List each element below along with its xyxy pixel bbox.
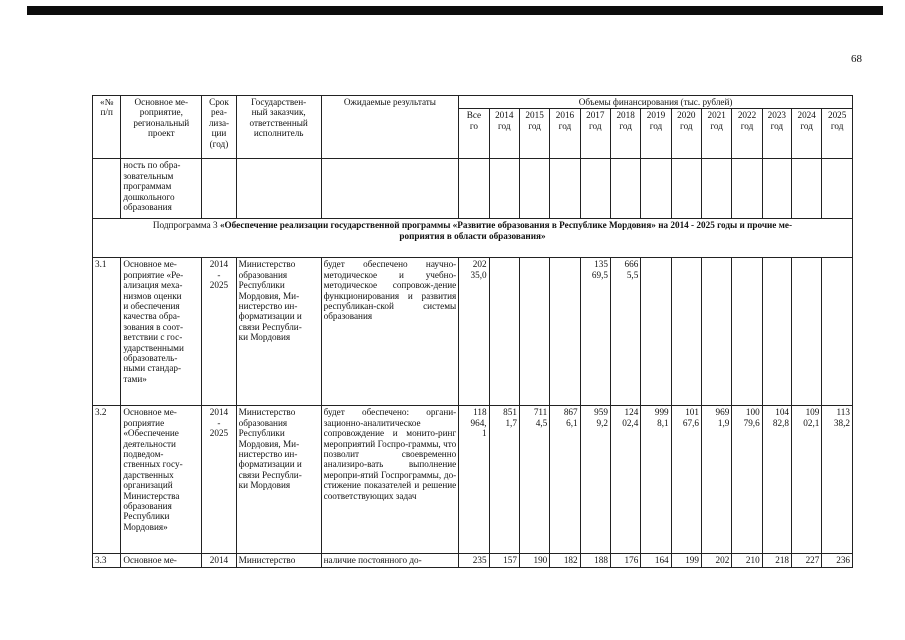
row-value: 867 6,1	[550, 406, 580, 554]
row-customer: Министерство образования Республики Мордовия, Ми- нистерство ин- форматизации и связи Республи- ки Мордовия	[236, 406, 321, 554]
row-value	[701, 258, 731, 406]
row-value: 227	[792, 554, 822, 567]
continuation-row	[93, 159, 853, 219]
financing-table	[92, 95, 853, 568]
row-value: 101 67,6	[671, 406, 701, 554]
row-value: 202	[701, 554, 731, 567]
row-results: будет обеспечено: органи-зационно-аналитическое сопровождение и монито-ринг мероприятий Госпро-граммы, что позволит своевременно анализиро-вать выполнение меропри-ятий Госпрограммы, до-стижение показателей и решение соответствующих задач	[321, 406, 459, 554]
header-year-2017: 2017 год	[580, 109, 610, 159]
row-num: 3.1	[93, 258, 121, 406]
row-customer: Министерство	[236, 554, 321, 567]
row-value: 176	[610, 554, 640, 567]
row-term: 2014 - 2025	[202, 406, 236, 554]
header-event: Основное ме- роприятие, региональный проект	[121, 96, 202, 159]
row-customer: Министерство образования Республики Мордовия, Ми- нистерство ин- форматизации и связи Республи- ки Мордовия	[236, 258, 321, 406]
row-value: 124 02,4	[610, 406, 640, 554]
row-term: 2014	[202, 554, 236, 567]
subprogram-prefix: Подпрограмма 3	[152, 220, 220, 231]
header-year-2021: 2021 год	[701, 109, 731, 159]
subprogram-row	[93, 219, 853, 258]
row-value: 999 8,1	[641, 406, 671, 554]
row-value: 100 79,6	[732, 406, 762, 554]
row-value: 199	[671, 554, 701, 567]
header-year-2023: 2023 год	[762, 109, 791, 159]
header-year-total: Все го	[459, 109, 489, 159]
row-value: 711 4,5	[519, 406, 549, 554]
row-results: будет обеспечено научно-методическое и учебно-методическое сопровож-дение функционирования и развития республикан-ской системы образования	[321, 258, 459, 406]
row-value: 202 35,0	[459, 258, 489, 406]
table-row	[93, 554, 853, 567]
subprogram-heading	[93, 219, 853, 258]
header-year-2022: 2022 год	[732, 109, 762, 159]
row-value: 118 964, 1	[459, 406, 489, 554]
row-value: 210	[732, 554, 762, 567]
row-value	[519, 258, 549, 406]
header-row-1	[93, 96, 853, 109]
row-value: 236	[822, 554, 853, 567]
row-value: 113 38,2	[822, 406, 853, 554]
header-term: Срок реа- лиза- ции (год)	[202, 96, 236, 159]
row-value: 190	[519, 554, 549, 567]
row-event: Основное ме- роприятие «Ре- ализация меха- низмов оценки и обеспечения качества обра- зования в соот- ветствии с гос- ударственными образователь- ными стандар- тами»	[121, 258, 202, 406]
header-year-2020: 2020 год	[671, 109, 701, 159]
row-value: 109 02,1	[792, 406, 822, 554]
scan-top-border	[27, 6, 883, 15]
row-value	[641, 258, 671, 406]
header-results: Ожидаемые результаты	[321, 96, 459, 159]
header-year-2018: 2018 год	[610, 109, 640, 159]
row-value	[822, 258, 853, 406]
page-number: 68	[851, 53, 862, 65]
row-num: 3.2	[93, 406, 121, 554]
row-value: 666 5,5	[610, 258, 640, 406]
row-num: 3.3	[93, 554, 121, 567]
row-value: 851 1,7	[489, 406, 519, 554]
row-value	[671, 258, 701, 406]
row-value: 135 69,5	[580, 258, 610, 406]
table-row	[93, 258, 853, 406]
row-value: 188	[580, 554, 610, 567]
row-value: 164	[641, 554, 671, 567]
row-value: 218	[762, 554, 791, 567]
row-results: наличие постоянного до-	[321, 554, 459, 567]
row-event: Основное ме- роприятие «Обеспечение деятельности подведом- ственных госу- дарственных организаций Министерства образования Республики Мордовия»	[121, 406, 202, 554]
row-event: Основное ме-	[121, 554, 202, 567]
row-value: 959 9,2	[580, 406, 610, 554]
header-num: «№ п/п	[93, 96, 121, 159]
header-year-2025: 2025 год	[822, 109, 853, 159]
header-financing: Объемы финансирования (тыс. рублей)	[459, 96, 853, 109]
row-value: 157	[489, 554, 519, 567]
row-value	[762, 258, 791, 406]
header-year-2015: 2015 год	[519, 109, 549, 159]
header-year-2024: 2024 год	[792, 109, 822, 159]
row-value	[550, 258, 580, 406]
header-year-2019: 2019 год	[641, 109, 671, 159]
table-row	[93, 406, 853, 554]
row-value	[489, 258, 519, 406]
row-value: 182	[550, 554, 580, 567]
subprogram-title: «Обеспечение реализации государственной программы «Развитие образования в Республике Мордовия» на 2014 - 2025 годы и прочие ме- роприятия в области образования»	[219, 220, 793, 241]
row-term: 2014 - 2025	[202, 258, 236, 406]
row-value	[732, 258, 762, 406]
header-year-2014: 2014 год	[489, 109, 519, 159]
header-year-2016: 2016 год	[550, 109, 580, 159]
row-value: 104 82,8	[762, 406, 791, 554]
row-value: 969 1,9	[701, 406, 731, 554]
row-value: 235	[459, 554, 489, 567]
header-customer: Государствен- ный заказчик, ответственный исполнитель	[236, 96, 321, 159]
continuation-event: ность по обра- зовательным программам дошкольного образования	[121, 159, 202, 219]
row-value	[792, 258, 822, 406]
